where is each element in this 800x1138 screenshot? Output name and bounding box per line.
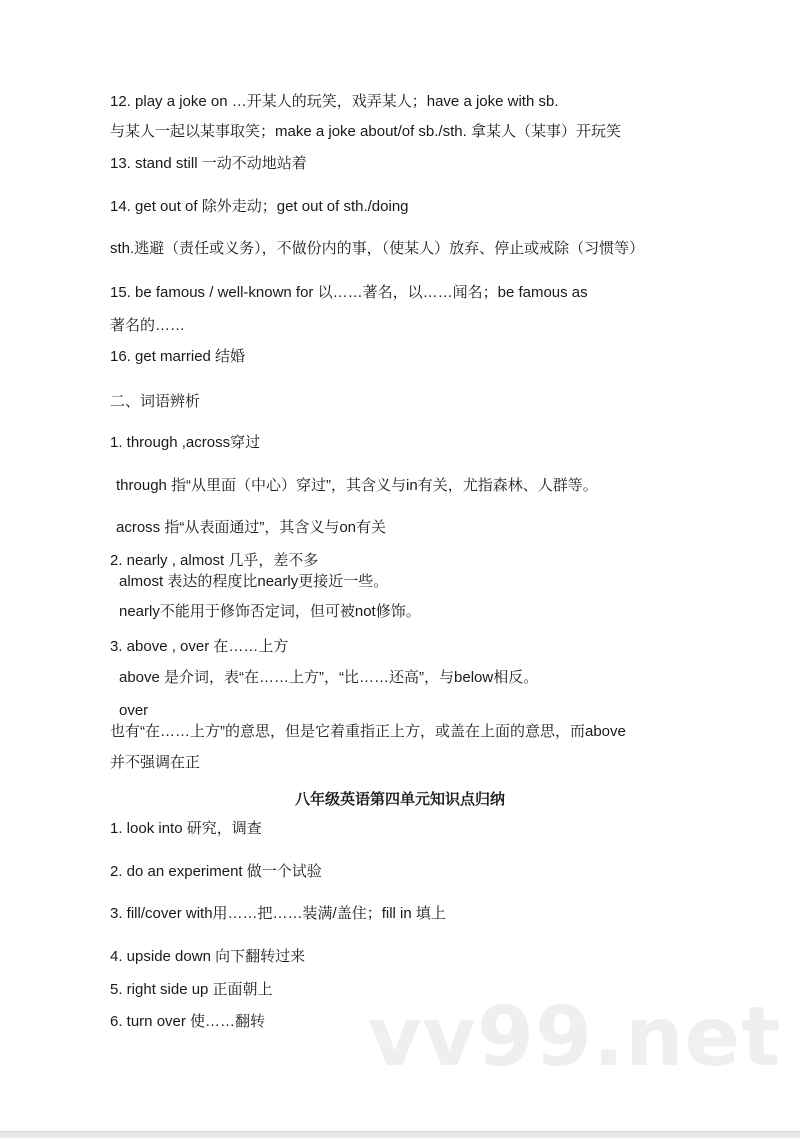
text-line: 16. get married 结婚	[110, 348, 246, 365]
text-line: 2. nearly , almost 几乎，差不多	[110, 552, 319, 569]
watermark: vv99.net	[368, 990, 782, 1085]
text-line: over	[119, 702, 149, 719]
text-line: 13. stand still 一动不动地站着	[110, 155, 307, 172]
section-title: 八年级英语第四单元知识点归纳	[294, 791, 505, 808]
section-heading: 二、词语辨析	[110, 393, 201, 410]
text-line: across 指“从表面通过”，其含义与on有关	[116, 519, 387, 536]
text-line: nearly不能用于修饰否定词，但可被not修饰。	[119, 603, 421, 620]
text-line: sth.逃避（责任或义务），不做份内的事，（使某人）放弃、停止或戒除（习惯等）	[110, 240, 645, 257]
text-line: 3. fill/cover with用……把……装满/盖住；fill in 填上	[110, 905, 446, 922]
text-line: 也有“在……上方”的意思，但是它着重指正上方，或盖在上面的意思，而above	[110, 723, 626, 740]
text-line: 与某人一起以某事取笑；make a joke about/of sb./sth. 拿某人（某事）开玩笑	[110, 123, 621, 140]
text-line: 1. through ,across穿过	[110, 434, 261, 451]
text-line: almost 表达的程度比nearly更接近一些。	[119, 573, 389, 590]
text-line: 并不强调在正	[110, 754, 201, 771]
text-line: 12. play a joke on …开某人的玩笑，戏弄某人；have a joke with sb.	[110, 93, 559, 110]
text-line: 著名的……	[110, 317, 186, 334]
text-line: 1. look into 研究，调查	[110, 820, 262, 837]
text-line: 5. right side up 正面朝上	[110, 981, 273, 998]
text-line: 15. be famous / well-known for 以……著名，以……闻名；be famous as	[110, 284, 588, 301]
text-line: 4. upside down 向下翻转过来	[110, 948, 306, 965]
text-line: 14. get out of 除外走动；get out of sth./doing	[110, 198, 409, 215]
text-line: 3. above , over 在……上方	[110, 638, 289, 655]
text-line: through 指“从里面（中心）穿过”，其含义与in有关，尤指森林、人群等。	[116, 477, 598, 494]
text-line: 2. do an experiment 做一个试验	[110, 863, 322, 880]
text-line: above 是介词，表“在……上方”，“比……还高”，与below相反。	[119, 669, 539, 686]
text-line: 6. turn over 使……翻转	[110, 1013, 266, 1030]
